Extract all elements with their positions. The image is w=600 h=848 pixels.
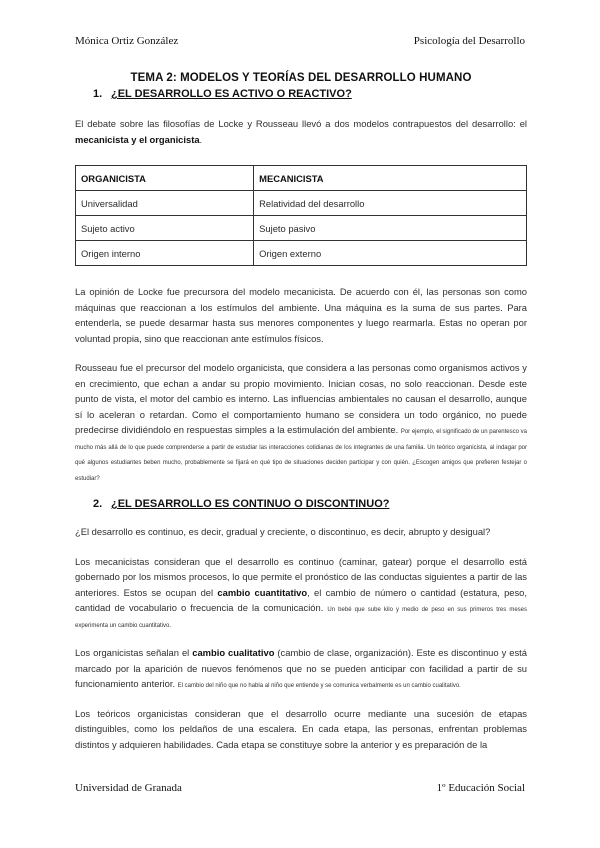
page-footer xyxy=(75,782,525,794)
rousseau-text: Rousseau fue el precursor del modelo organicista, que considera a las personas como organismos activos y en crecimiento, que echan a andar su propio movimiento. Inician cosas, no solo reaccionan. Desde este punto de vista, el motor del cambio es interno. Las influencias ambientales no causan el desarrollo, aunque sí lo aceleran o retardan. Como el comportamiento humano se considera un todo orgánico, no puede predecirse dividiéndolo en respuestas simples a la estimulación del ambiente. xyxy=(75,362,527,435)
page-title: TEMA 2: MODELOS Y TEORÍAS DEL DESARROLLO HUMANO xyxy=(130,72,472,84)
table-row xyxy=(76,241,527,266)
intro-end: . xyxy=(199,133,203,145)
org-text-b: (cambio de clase, organización). Este es discontinuo y está marcado por la aparición de nuevos fenómenos que no se pueden anticipar con facilidad a partir de su funcionamiento anterior. xyxy=(75,647,528,689)
section-2-heading xyxy=(93,498,527,510)
table-cell: Sujeto pasivo xyxy=(254,216,527,241)
mec-example-small: Un bebé que sube kilo y medio de peso en sus primeros tres meses experimenta un cambio cuantitativo. xyxy=(75,607,528,629)
footer-course: 1º Educación Social xyxy=(436,782,525,794)
table-cell: Relatividad del desarrollo xyxy=(254,191,527,216)
org-bold: cambio cualitativo xyxy=(192,647,275,658)
mec-text-b: , el cambio de número o cantidad (estatura, peso, cantidad de vocabulario o frecuencia de la comunicación. xyxy=(75,586,528,613)
section-1-number: 1. xyxy=(93,88,103,100)
paragraph-mecanicistas xyxy=(75,554,527,632)
paragraph-teoricos: Los teóricos organicistas consideran que el desarrollo ocurre mediante una sucesión de etapas distinguibles, como los peldaños de una escalera. En cada etapa, las personas, enfrentan problemas distintos y adquieren habilidades. Cada etapa se constituye sobre la anterior y es preparación de la xyxy=(75,707,527,750)
table-row xyxy=(76,216,527,241)
table-cell: Origen externo xyxy=(254,241,527,266)
section-2-number: 2. xyxy=(93,498,103,510)
header-author: Mónica Ortiz González xyxy=(75,35,179,47)
table-row xyxy=(76,191,527,216)
mec-text-a: Los mecanicistas consideran que el desarrollo es continuo (caminar, gatear) porque el desarrollo está gobernado por los mismos procesos, lo que permite el pronóstico de las conductas siguientes a partir de las anteriores. Estos se ocupan del xyxy=(75,555,527,598)
table-cell: Origen interno xyxy=(76,241,254,266)
paragraph-organicistas xyxy=(75,645,527,692)
mec-bold: cambio cuantitativo xyxy=(217,586,308,598)
section-2-question: ¿El desarrollo es continuo, es decir, gradual y creciente, o discontinuo, es decir, abrupto y desigual? xyxy=(75,526,491,537)
section-1-title: ¿EL DESARROLLO ES ACTIVO O REACTIVO? xyxy=(111,88,352,100)
paragraph-locke: La opinión de Locke fue precursora del modelo mecanicista. De acuerdo con él, las personas son como máquinas que reaccionan a los estímulos del ambiente. Una máquina es la suma de sus partes. Para entenderla, se puede desarmar hasta sus menores componentes y luego rearmarla. Estas no operan por voluntad propia, sino que reaccionan ante estímulos físicos. xyxy=(75,286,527,344)
intro-bold: mecanicista y el organicista xyxy=(75,133,200,145)
intro-text: El debate sobre las filosofías de Locke y Rousseau llevó a dos modelos contrapuestos del desarrollo: el xyxy=(75,118,527,129)
table-header-organicista: ORGANICISTA xyxy=(76,166,254,191)
org-text-a: Los organicistas señalan el xyxy=(75,647,193,658)
models-comparison-table xyxy=(75,165,527,266)
table-header-row xyxy=(76,166,527,191)
rousseau-example-small: Por ejemplo, el significado de un parentesco va mucho más allá de lo que puede comprenderse a partir de estudiar las interacciones cotidianas de los integrantes de una familia. Un teórico organicista, al indagar por qué algunos estudiantes beben mucho, probablemente se fijará en qué tipo de situaciones deciden participar y con quién. ¿Escogen amigos que prefieren festejar o estudiar? xyxy=(75,429,527,482)
org-example-small: El cambio del niño que no habla al niño que entiende y se comunica verbalmente es un cambio cualitativo. xyxy=(177,683,461,689)
section-1-intro xyxy=(75,116,527,147)
section-1-heading xyxy=(93,88,527,100)
table-header-mecanicista: MECANICISTA xyxy=(254,166,527,191)
table-cell: Sujeto activo xyxy=(76,216,254,241)
header-subject: Psicología del Desarrollo xyxy=(413,35,525,47)
section-2-title: ¿EL DESARROLLO ES CONTINUO O DISCONTINUO? xyxy=(111,498,390,510)
page-content xyxy=(75,72,527,752)
page-header xyxy=(75,35,525,47)
table-cell: Universalidad xyxy=(76,191,254,216)
paragraph-rousseau xyxy=(75,360,527,484)
footer-university: Universidad de Granada xyxy=(75,782,182,794)
